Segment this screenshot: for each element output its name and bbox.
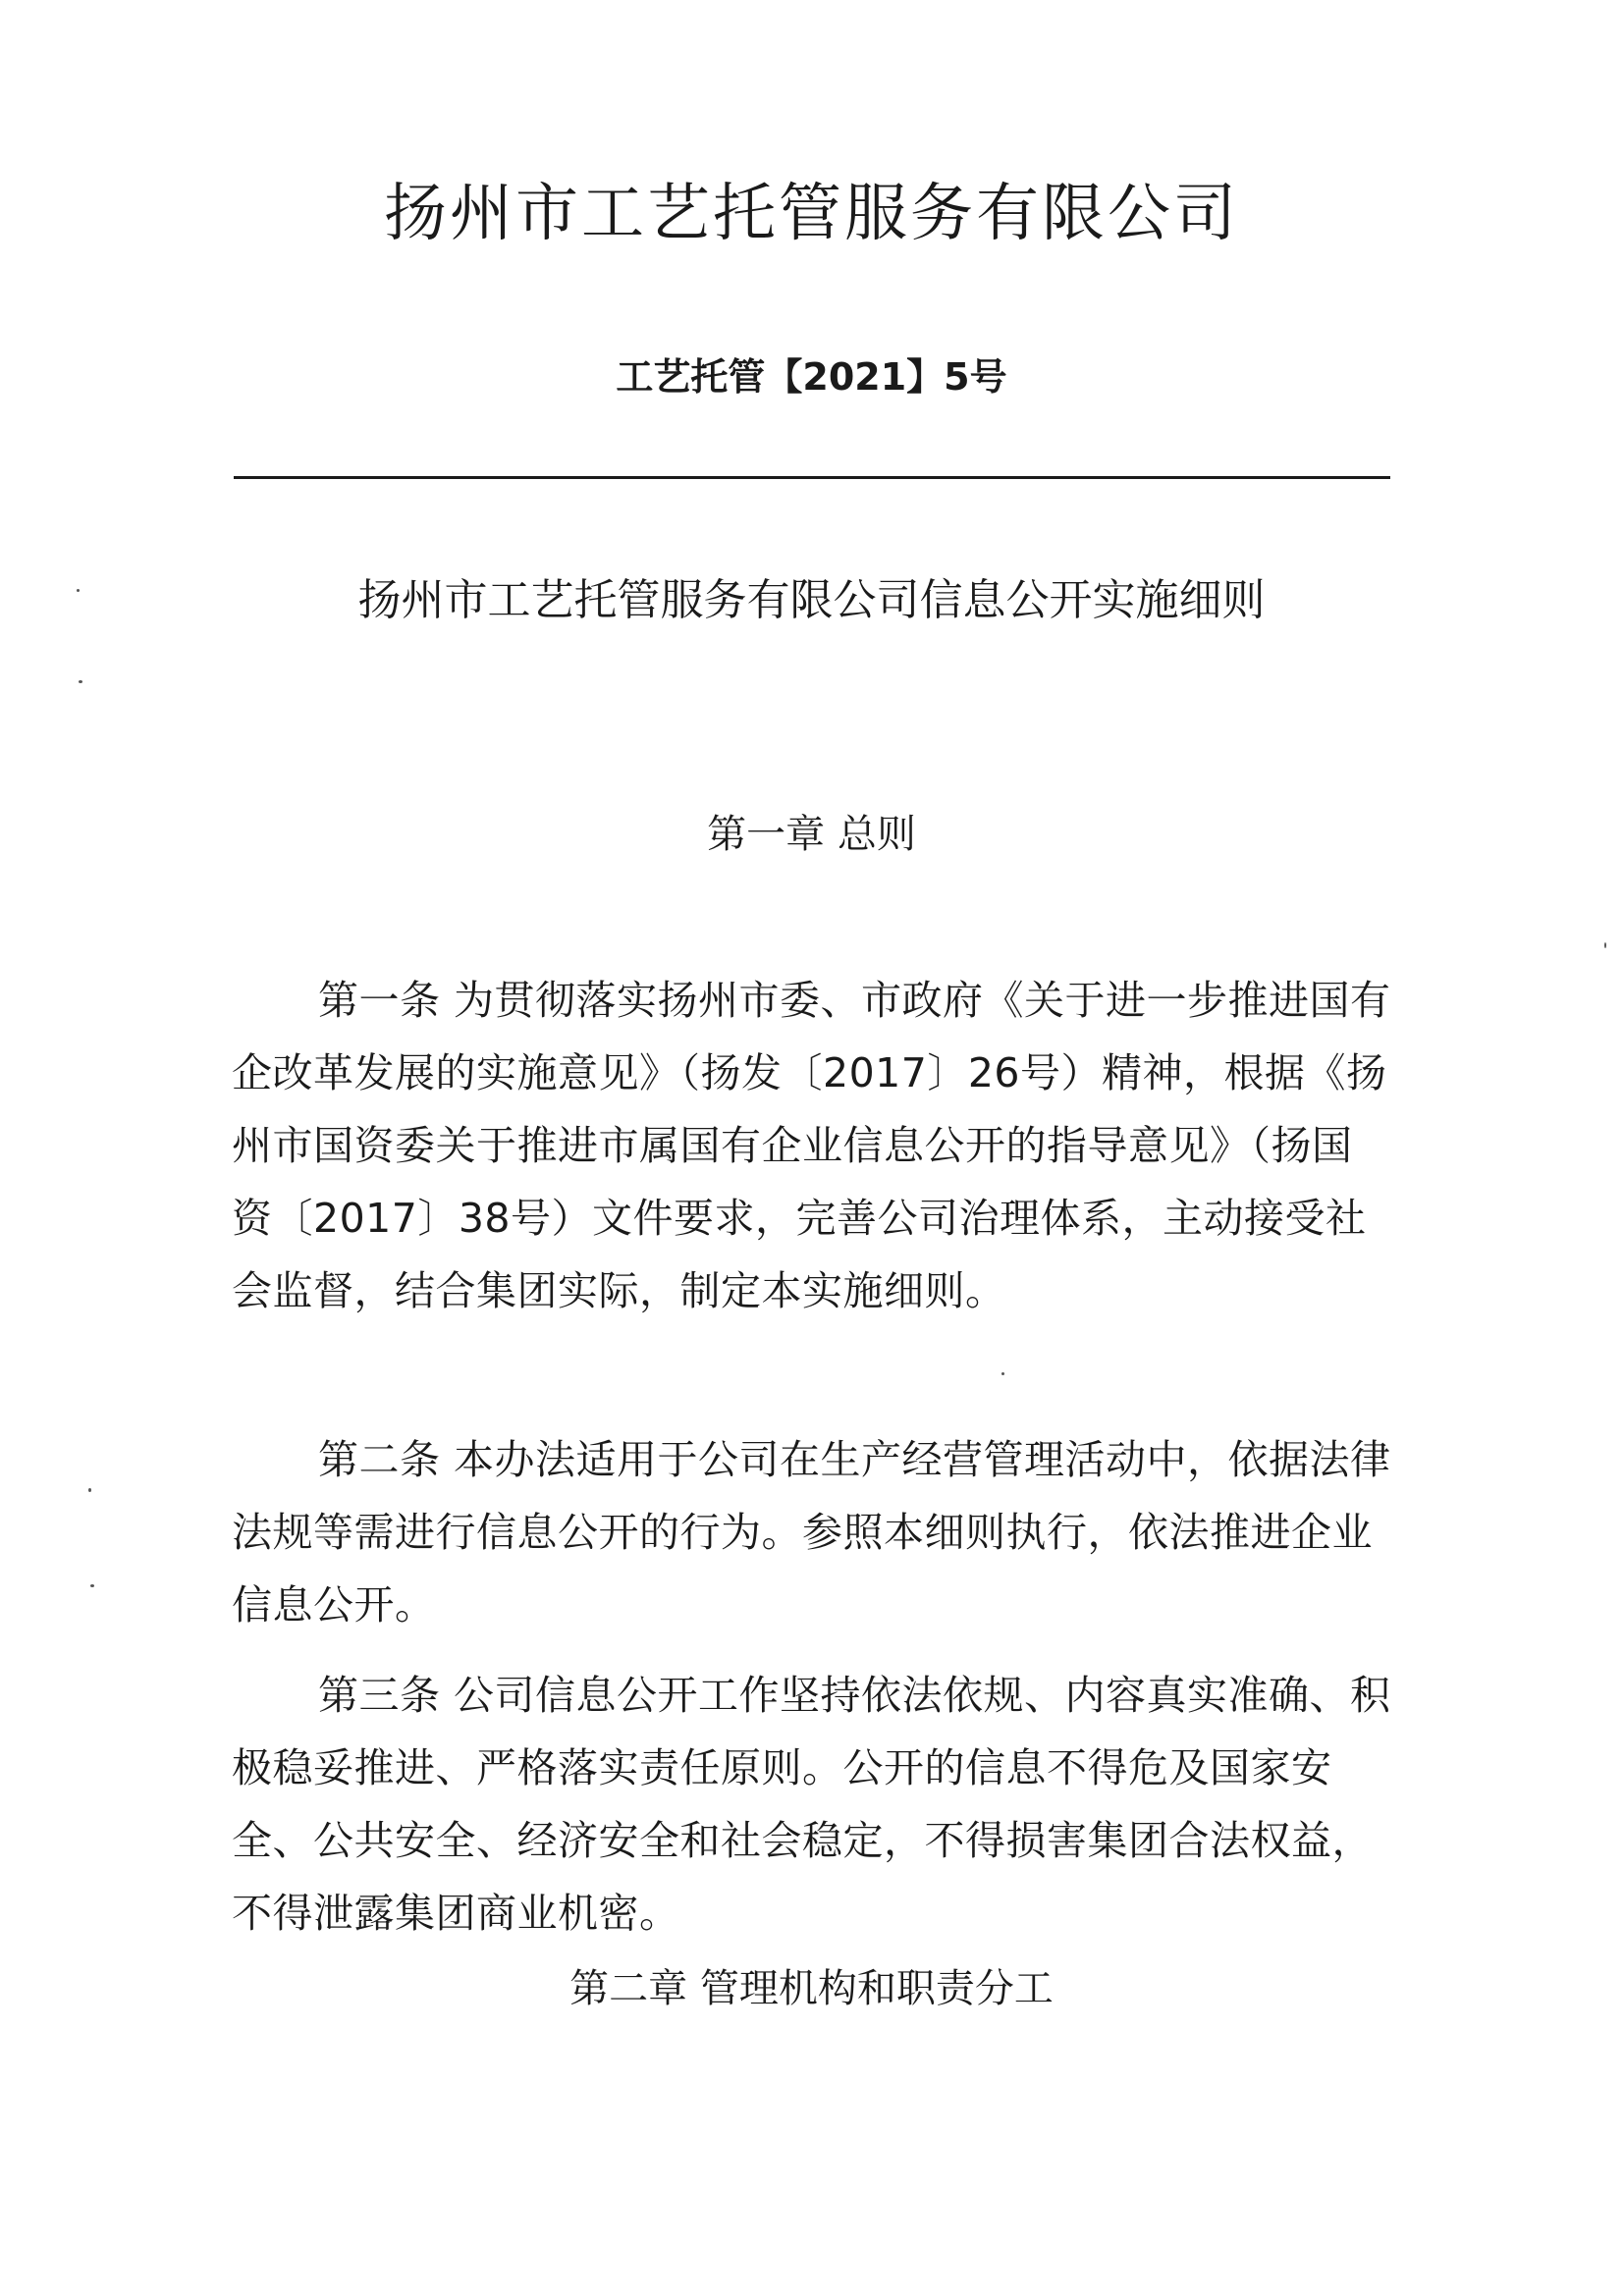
document-title: 扬州市工艺托管服务有限公司信息公开实施细则 [357, 575, 1266, 625]
chapter-heading: 第二章 管理机构和职责分工 [569, 1966, 1054, 2011]
organization-title: 扬州市工艺托管服务有限公司 [384, 178, 1239, 250]
scan-speck [90, 1584, 94, 1587]
article-paragraph: 第一条 为贯彻落实扬州市委、市政府《关于进一步推进国有企改革发展的实施意见》（扬发〔2017〕26号）精神，根据《扬州市国资委关于推进市属国有企业信息公开的指导意见》（扬国资〔2017〕38号）文件要求，完善公司治理体系，主动接受社会监督，结合集团实际，制定本实施细则。 [232, 977, 1391, 1314]
scan-speck [77, 589, 80, 592]
article-paragraph: 第三条 公司信息公开工作坚持依法依规、内容真实准确、积极稳妥推进、严格落实责任原则。公开的信息不得危及国家安全、公共安全、经济安全和社会稳定，不得损害集团合法权益，不得泄露集团商业机密。 [232, 1672, 1391, 1937]
scan-speck [1001, 1372, 1004, 1375]
scan-speck [79, 680, 82, 683]
document-number: 工艺托管【2021】5号 [616, 355, 1007, 399]
chapter-heading: 第一章 总则 [707, 812, 916, 857]
header-divider [234, 476, 1390, 479]
scan-speck [88, 1488, 91, 1492]
article-paragraph: 第二条 本办法适用于公司在生产经营管理活动中，依据法律法规等需进行信息公开的行为。参照本细则执行，依法推进企业信息公开。 [232, 1436, 1391, 1629]
scan-speck [1604, 942, 1606, 948]
